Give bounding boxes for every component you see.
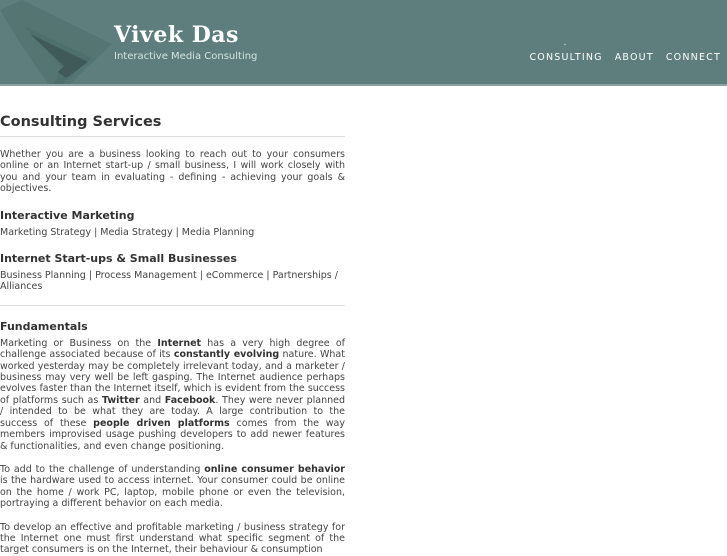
service-items-startups: Business Planning | Process Management | eCommerce | Partnerships / Alliances (0, 270, 338, 293)
nav-about[interactable]: ABOUT (614, 52, 654, 63)
main-content (0, 114, 345, 556)
divider (0, 305, 345, 306)
emphasis-text: Facebook (164, 394, 216, 406)
active-marker-icon: ˇ (563, 44, 568, 51)
site-tagline: Interactive Media Consulting (114, 51, 258, 62)
emphasis-text: people driven platforms (93, 417, 230, 429)
nav-connect[interactable]: CONNECT (665, 52, 721, 63)
page-title: Consulting Services (0, 114, 345, 137)
emphasis-text: Internet (157, 337, 202, 349)
emphasis-text: Twitter (101, 394, 140, 406)
fundamentals-paragraph-2: To add to the challenge of understanding online consumer behavior is the hardware used to access internet. Your consumer could be online on the home / work PC, laptop, mobile phone or even the television, portraying a different behavior on each media. (0, 463, 345, 510)
emphasis-text: constantly evolving (173, 349, 280, 361)
emphasis-text: online consumer behavior (204, 463, 345, 475)
fundamentals-paragraph-1: Marketing or Business on the Internet has a very high degree of challenge associated because of its constantly evolving nature. What worked yesterday may be completely irrelevant today, and a marketer / business may very well be left gasping. The Internet audience perhaps evolves faster than the Internet itself, which is evident from the success of platforms such as Twitter and Facebook. They were never planned / intended to be what they are today. A large contribution to the success of these people driven platforms comes from the way members improvised usage pushing developers to add newer features & functionalities, and even change positioning. (0, 337, 346, 452)
nav-consulting-label: CONSULTING (529, 52, 603, 63)
site-header (0, 0, 727, 86)
service-title-interactive-marketing: Interactive Marketing (0, 208, 135, 222)
main-nav (517, 44, 721, 63)
logo-arrow-icon[interactable] (0, 0, 120, 84)
site-title[interactable]: Vivek Das (114, 22, 239, 48)
fundamentals-title: Fundamentals (0, 319, 88, 333)
service-title-startups: Internet Start-ups & Small Businesses (0, 252, 237, 266)
nav-consulting[interactable] (529, 44, 603, 63)
fundamentals-paragraph-3: To develop an effective and profitable marketing / business strategy for the Internet one must first understand what specific segment of the target consumers is on the Internet, their behaviour & consumption (0, 521, 345, 556)
intro-text: Whether you are a business looking to reach out to your consumers online or an Internet start-up / small business, I will work closely with you and your team in evaluating - defining - achieving your goals & objectives. (0, 149, 345, 195)
service-items-interactive-marketing: Marketing Strategy | Media Strategy | Media Planning (0, 226, 255, 238)
